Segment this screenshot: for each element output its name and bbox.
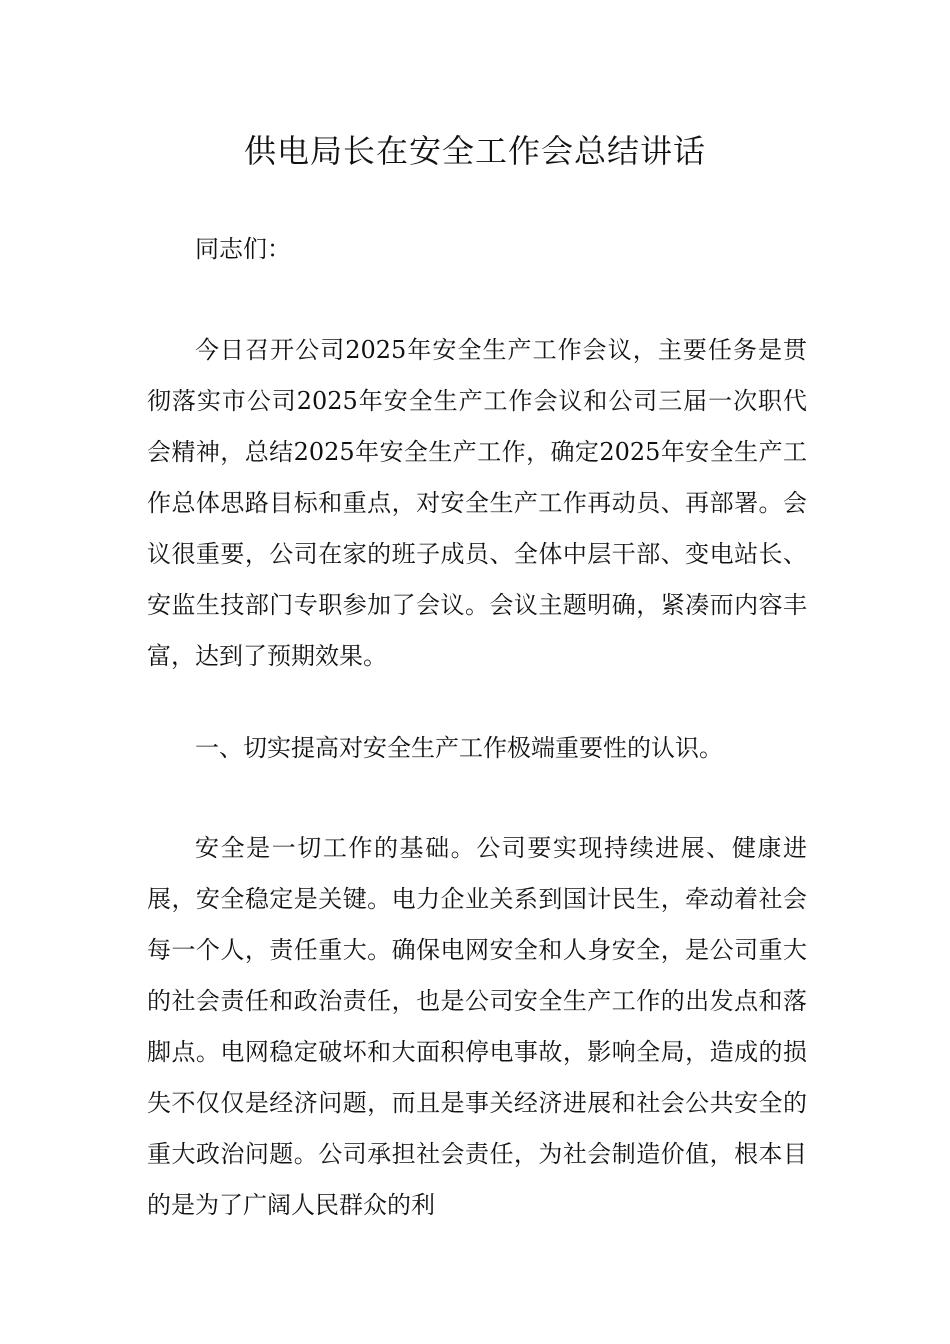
paragraph-safety-foundation: 安全是一切工作的基础。公司要实现持续进展、健康进展，安全稳定是关键。电力企业关系到国计民生，牵动着社会每一个人，责任重大。确保电网安全和人身安全，是公司重大的社会责任和政治责任，也是公司安全生产工作的出发点和落脚点。电网稳定破坏和大面积停电事故，影响全局，造成的损失不仅仅是经济问题，而且是事关经济进展和社会公共安全的重大政治问题。公司承担社会责任，为社会制造价值，根本目的是为了广阔人民群众的利 [147,834,807,1219]
salutation: 同志们： [195,235,291,263]
document-title: 供电局长在安全工作会总结讲话 [243,132,706,170]
section-heading-1: 一、切实提高对安全生产工作极端重要性的认识。 [195,734,723,762]
paragraph-opening: 今日召开公司2025年安全生产工作会议，主要任务是贯彻落实市公司2025年安全生产工作会议和公司三届一次职代会精神，总结2025年安全生产工作，确定2025年安全生产工作总体思路目标和重点，对安全生产工作再动员、再部署。会议很重要，公司在家的班子成员、全体中层干部、变电站长、安监生技部门专职参加了会议。会议主题明确，紧凑而内容丰富，达到了预期效果。 [147,336,807,670]
